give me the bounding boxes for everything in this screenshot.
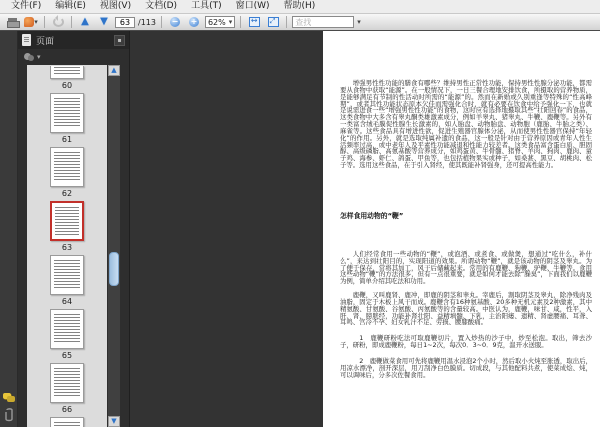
previous-view-button[interactable]	[50, 15, 66, 29]
zoom-level-value: 62%	[207, 17, 226, 27]
thumbnail-item[interactable]	[27, 255, 107, 306]
menu-item-6[interactable]: 帮助(H)	[283, 1, 316, 11]
document-page	[323, 31, 600, 427]
menu-item-3[interactable]: 文档(D)	[145, 1, 178, 11]
chevron-down-icon: ▾	[37, 52, 41, 61]
panel-close-button[interactable]: ▪	[114, 35, 125, 46]
page-number-input[interactable]	[115, 17, 135, 28]
zoom-in-button[interactable]	[186, 15, 202, 29]
thumbnail-item[interactable]	[27, 66, 107, 90]
zoom-out-button[interactable]	[167, 15, 183, 29]
pages-panel-options[interactable]	[18, 49, 129, 65]
menu-item-2[interactable]: 视图(V)	[99, 1, 132, 11]
search-input[interactable]	[292, 16, 354, 28]
pages-icon	[22, 34, 31, 46]
previous-view-icon	[53, 17, 64, 27]
thumbnail-item[interactable]	[27, 93, 107, 144]
toolbar-separator	[71, 16, 72, 28]
chevron-down-icon[interactable]: ▾	[34, 17, 38, 26]
menu-bar	[0, 0, 600, 14]
thumbnail-page[interactable]	[50, 66, 84, 79]
list-item-1: 1 鹿鞭研粉吃法可取鹿鞭切片，置入炒热的沙子中，炒至松泡。取出，筛去沙子，研粉，即成鹿鞭粉，每日1~2次，每次0．3~0．9克，温开水送服。	[340, 334, 592, 350]
print-button[interactable]	[4, 15, 20, 29]
thumbnail-page-number: 64	[61, 297, 73, 306]
thumbnail-page[interactable]	[50, 309, 84, 349]
toolbar	[0, 14, 600, 31]
export-button[interactable]	[23, 15, 39, 29]
thumbnail-page-number: 65	[61, 351, 73, 360]
scroll-up-button[interactable]: ▲	[108, 65, 120, 76]
search-options-chevron-icon[interactable]: ▾	[357, 17, 361, 26]
zoom-out-icon: −	[171, 17, 179, 26]
thumbnail-scrollbar[interactable]	[107, 65, 121, 427]
toolbar-separator	[240, 16, 241, 28]
chevron-down-icon: ▾	[228, 17, 233, 26]
toolbar-separator	[286, 16, 287, 28]
list-item-2: 2 鹿鞭做菜食用可先将鹿鞭用温水浸泡2个小时，然后取小火炖至胀透，取出后，用凉水漂净，剖开深层，用刀刮净白色膜质。切成段，与其他配料共煮，使菜成烩、炖，可以调味后，分多次佐餐食用。	[340, 356, 592, 379]
zoom-level-dropdown[interactable]	[205, 16, 235, 28]
pages-panel	[18, 31, 130, 427]
thumbnail-page-number: 60	[61, 81, 73, 90]
page-total-label: /113	[138, 17, 156, 27]
menu-item-4[interactable]: 工具(T)	[191, 1, 222, 11]
pages-panel-header	[18, 31, 129, 49]
attachments-paperclip-icon[interactable]	[4, 408, 15, 423]
thumbnail-page[interactable]	[50, 363, 84, 403]
thumbnail-page-number: 61	[61, 135, 73, 144]
fit-width-button[interactable]	[246, 15, 262, 29]
paragraph-lubian: 鹿鞭，又叫鹿肾、鹿冲，即鹿的阴茎和睾丸。宰鹿后，割取阴茎及睾丸，除净残肉及油脂，固定于木板上风干而成。鹿鞭含有16种氨基酸、20多种无机元素及2种激素，其中精氨酸、甘氨酸、谷氨酸、丙氨酸等的含量较高。中医认为，鹿鞭，味甘、咸，性平，入肝、肾、膀胱经，功能补肾壮阳、益精填髓、下乳，主治阳痿、遗精、肾虚腰痛、耳聋、耳鸣、宫冷不孕、妇女乳汁不足、劳损、腰膝酸痛。	[340, 291, 592, 327]
paragraph-intro: 人们经常食用一些动物的“鞭”，或泡酒、或煮食、或做煲，想通过“吃什么，补什么”，来达到壮阳目的，实现阳道的效果。所谓动物“鞭”，就是该动物的阴茎及睾丸。为了便于保存，常将其加工，风干后储藏起来。常用的有鹿鞭、狗鞭、驴鞭、牛鞭等。食用这些动物“鞭”的方法很多，但有一点很重要，就是如何才能去除“臊臭”，下面我们以鹿鞭为例，简单介绍其吃法和功用。	[340, 249, 592, 286]
next-page-button[interactable]	[96, 15, 112, 29]
thumbnail-page-current[interactable]	[50, 201, 84, 241]
paragraph-diet: 增强男性性功能的膳食有哪些？维持男性正常性功能，保持男性性腺分泌功能，都需要从食物中获取“能源”。在一般情况下，一日三餐合理地安排饮食，所摄取的营养物质，是能够满足有节制的性活动时所需的“能源”的。然而在新婚或久别重逢等特殊的“性高峰期”，或者其性功能状态原本欠佳而需强化合时，就有必要在饮食中给予强化一下，也就是说需进食一些“增强男性性功能”的食物，这时应有选择地摄取其些“壮阳回春”的食品，这类食物中大多含有睾丸酮类雄激素成分，例如羊睾丸、猪睾丸、牛鞭、鹿鞭等。另外有一类富含绒毛膜促性腺生长激素的，如人胎盘、动物胎盘、动物胞（鹿胎、牛胎之类）、麻雀等。这些食品具有增进性欲，促进生殖器官腺体分泌，从而使男性性器官保持“年轻化”的作用。另外，就是选取纯属补遗的食品，这一般是针对由于营养原因或青年人性生活频率过高，或中老年人及平素性功能减退和性能力较差者。这类食品富含蛋白质、胆固醇、高级磷脂、高氨基酸等营养成分，如鸡蛋黄、牛骨髓、猪脊、羊肉、狗肉、鹿肉、童子鸡、海参、虾仁、鸽蛋、甲鱼等，也包括植物果实或种子，如桑葚、黑豆、胡桃肉、松子等。选用这些食品，在于引入肾经，使其既能补肾强身，还可提高性能力。	[340, 79, 592, 170]
previous-page-button[interactable]	[77, 15, 93, 29]
thumbnail-page[interactable]	[50, 255, 84, 295]
thumbnail-page-number: 66	[61, 405, 73, 414]
thumbnail-item[interactable]	[27, 417, 107, 427]
scrollbar-track[interactable]	[108, 76, 120, 416]
options-icon	[24, 53, 34, 61]
fit-page-button[interactable]	[265, 15, 281, 29]
menu-item-5[interactable]: 窗口(W)	[235, 1, 270, 11]
thumbnail-item[interactable]	[27, 363, 107, 414]
thumbnail-page-number: 63	[61, 243, 73, 252]
zoom-in-icon: +	[190, 17, 198, 26]
thumbnail-page-number: 62	[61, 189, 73, 198]
fit-page-icon	[268, 17, 279, 27]
navigation-rail	[0, 31, 18, 427]
scroll-down-button[interactable]: ▼	[108, 416, 120, 427]
section-heading: 怎样食用动物的“鞭”	[340, 211, 404, 220]
toolbar-separator	[161, 16, 162, 28]
content-area	[0, 31, 600, 427]
fit-width-icon	[249, 17, 260, 27]
thumbnail-item[interactable]	[27, 201, 107, 252]
thumbnail-list	[27, 65, 107, 427]
menu-item-1[interactable]: 编辑(E)	[55, 1, 86, 11]
page-down-icon: ▼	[100, 16, 108, 27]
thumbnail-page[interactable]	[50, 93, 84, 133]
thumbnail-item[interactable]	[27, 147, 107, 198]
thumbnail-page[interactable]	[50, 147, 84, 187]
thumbnail-page[interactable]	[50, 417, 84, 427]
pages-panel-title: 页面	[36, 36, 55, 47]
toolbar-separator	[44, 16, 45, 28]
scrollbar-thumb[interactable]	[109, 252, 119, 286]
comments-panel-icon[interactable]	[3, 393, 15, 402]
export-icon	[24, 17, 34, 27]
menu-item-0[interactable]: 文件(F)	[11, 1, 42, 11]
thumbnail-item[interactable]	[27, 309, 107, 360]
page-up-icon: ▲	[81, 16, 89, 27]
document-pane[interactable]	[130, 31, 600, 427]
printer-icon	[7, 18, 18, 27]
